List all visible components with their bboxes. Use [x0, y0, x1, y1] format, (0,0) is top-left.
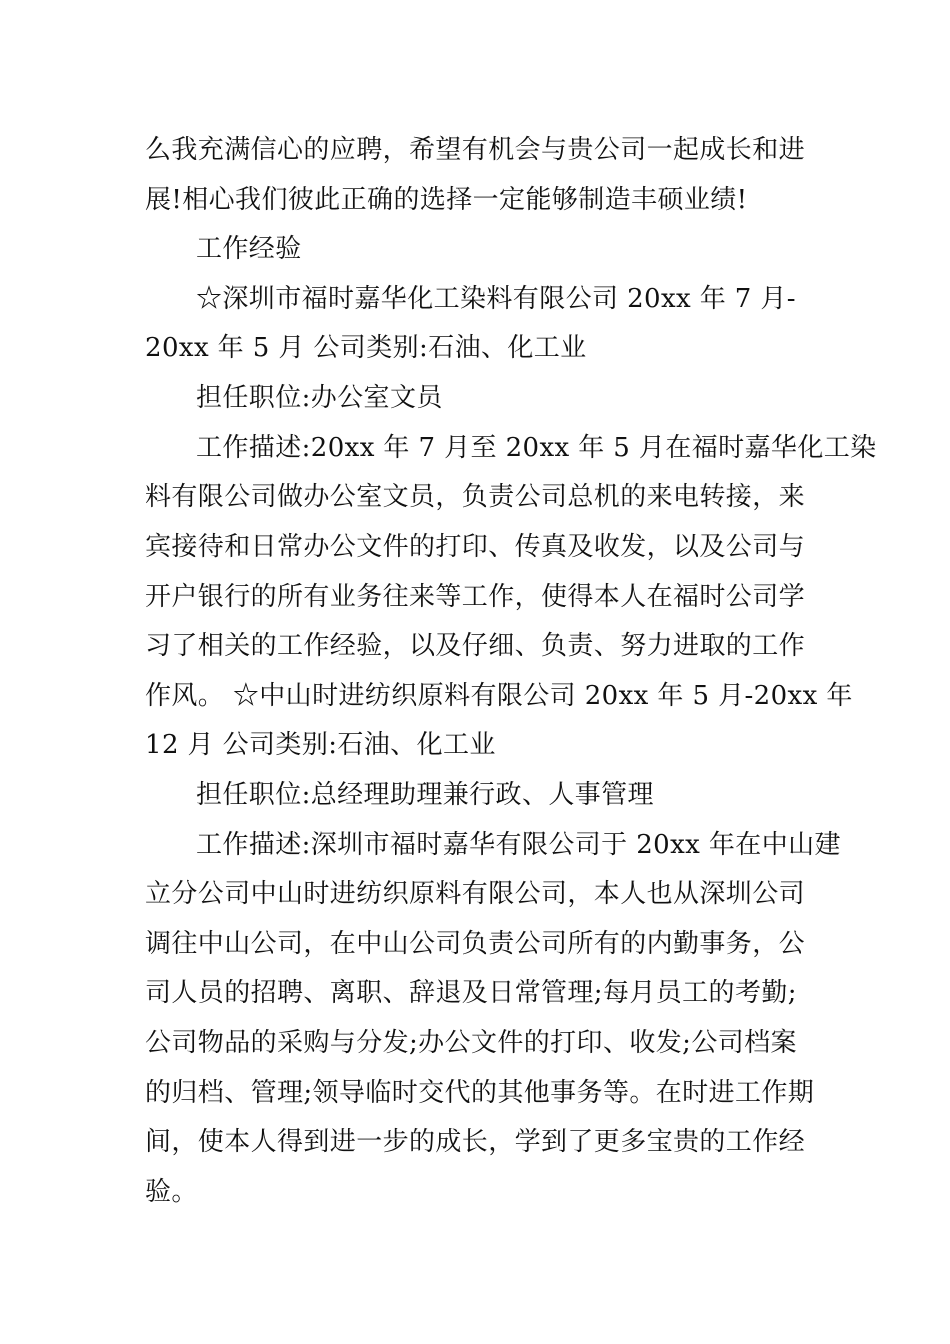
- text-line: 作风。 ☆中山时进纺织原料有限公司 20xx 年 5 月-20xx 年: [145, 681, 853, 711]
- text-line: 20xx 年 5 月 公司类别:石油、化工业: [145, 333, 587, 363]
- text-line: 料有限公司做办公室文员，负责公司总机的来电转接，来: [145, 482, 806, 512]
- text-line: 调往中山公司，在中山公司负责公司所有的内勤事务，公: [145, 929, 806, 959]
- text-line: 12 月 公司类别:石油、化工业: [145, 730, 496, 760]
- text-line: 验。: [145, 1177, 198, 1207]
- text-line: 担任职位:总经理助理兼行政、人事管理: [196, 780, 654, 810]
- text-line: 习了相关的工作经验，以及仔细、负责、努力进取的工作: [145, 631, 806, 661]
- text-line: 立分公司中山时进纺织原料有限公司，本人也从深圳公司: [145, 879, 806, 909]
- text-line: 工作描述:深圳市福时嘉华有限公司于 20xx 年在中山建: [196, 830, 841, 860]
- text-line: 么我充满信心的应聘，希望有机会与贵公司一起成长和进: [145, 135, 806, 165]
- text-line: 开户银行的所有业务往来等工作，使得本人在福时公司学: [145, 582, 806, 612]
- text-line: 司人员的招聘、离职、辞退及日常管理;每月员工的考勤;: [145, 978, 797, 1008]
- text-line: ☆深圳市福时嘉华化工染料有限公司 20xx 年 7 月-: [196, 284, 796, 314]
- section-heading: 工作经验: [196, 234, 302, 264]
- text-line: 公司物品的采购与分发;办公文件的打印、收发;公司档案: [145, 1028, 797, 1058]
- text-line: 工作描述:20xx 年 7 月至 20xx 年 5 月在福时嘉华化工染: [196, 433, 877, 463]
- text-line: 担任职位:办公室文员: [196, 383, 443, 413]
- text-line: 展!相心我们彼此正确的选择一定能够制造丰硕业绩!: [145, 185, 748, 215]
- text-line: 的归档、管理;领导临时交代的其他事务等。在时进工作期: [145, 1078, 815, 1108]
- text-line: 间，使本人得到进一步的成长，学到了更多宝贵的工作经: [145, 1127, 806, 1157]
- text-line: 宾接待和日常办公文件的打印、传真及收发，以及公司与: [145, 532, 806, 562]
